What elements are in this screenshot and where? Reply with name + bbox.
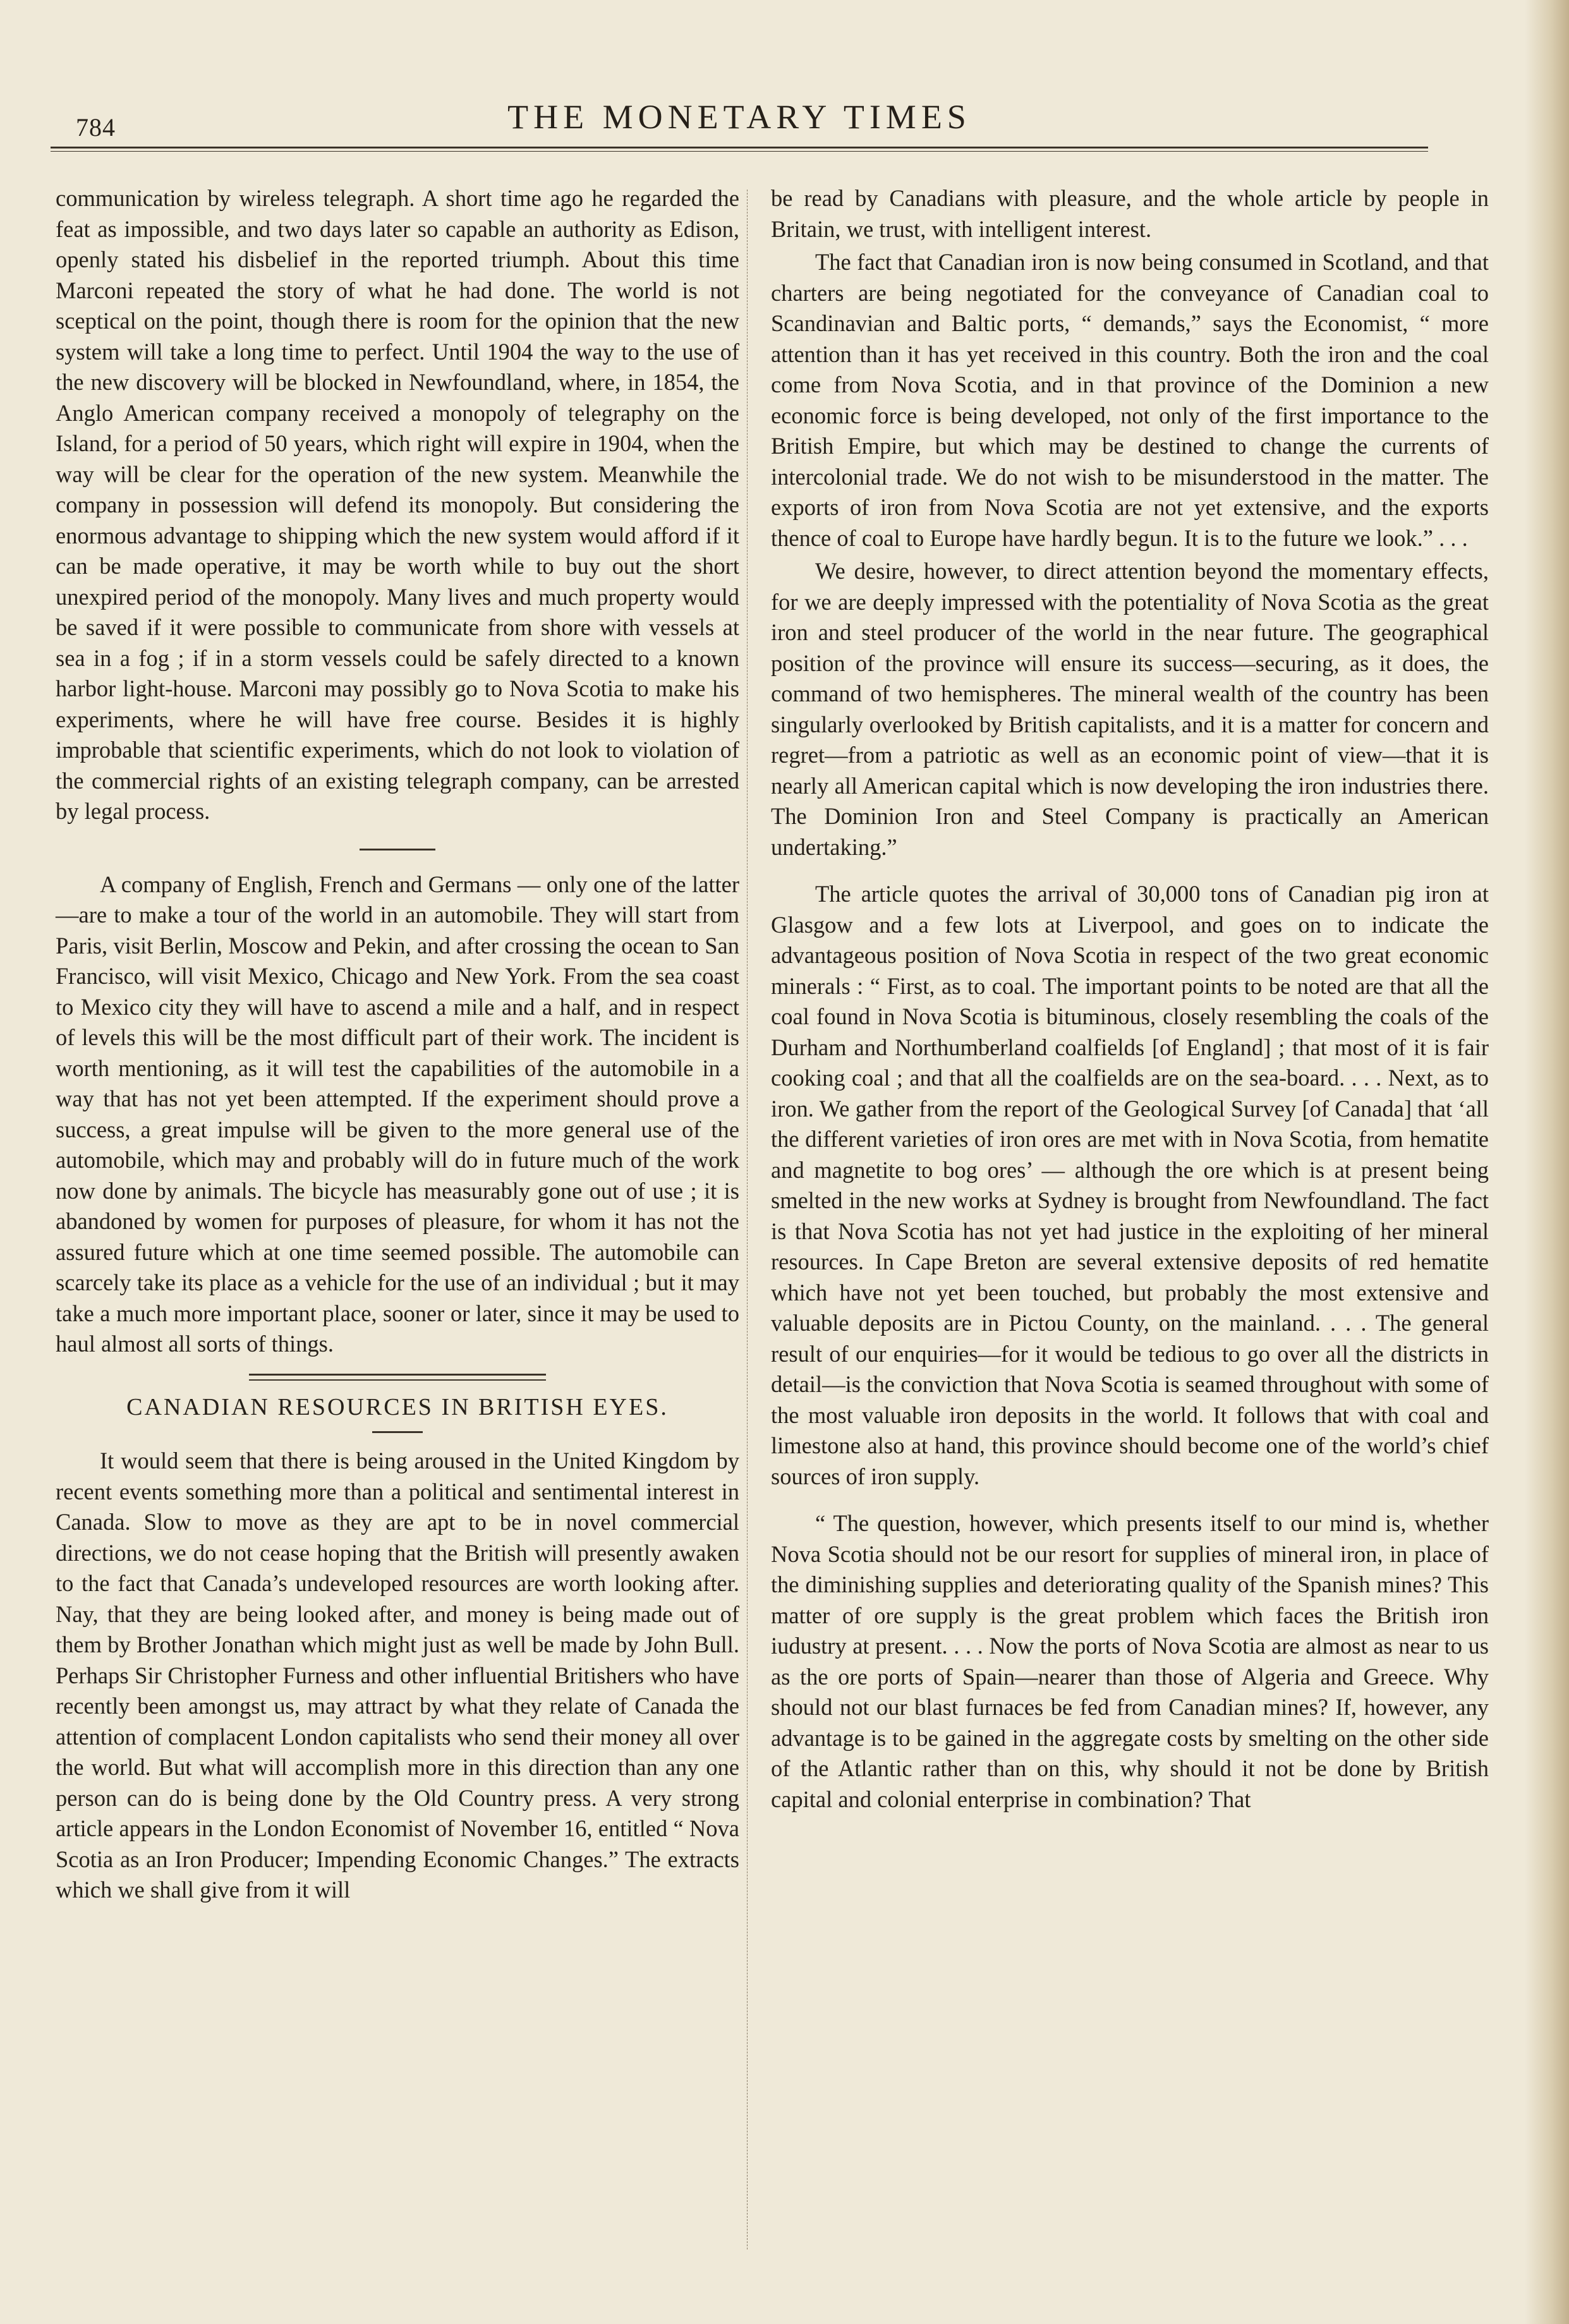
page-number: 784 [76, 113, 116, 142]
double-separator [249, 1374, 546, 1381]
page-edge-shadow [1525, 0, 1569, 2324]
header-rule [51, 147, 1428, 152]
page-header [51, 88, 1428, 145]
paragraph-canadian-resources: It would seem that there is being aroused in the United Kingdom by recent events something more than a political and sentimental interest in Canada. Slow to move as they are apt to be in novel commercial directions, we do not cease hoping that the British will presently awaken to the fact that Canada’s undeveloped resources are worth looking after. Nay, that they are being looked after, and money is being made out of them by Brother Jonathan which might just as well be made by John Bull. Perhaps Sir Christopher Furness and other influential Britishers who have recently been amongst us, may attract by what they relate of Canada the attention of complacent London capitalists who send their money all over the world. But what will accomplish more in this direction than any one person can do is being done by the Old Country press. A very strong article appears in the London Economist of November 16, entitled “ Nova Scotia as an Iron Producer; Impending Economic Changes.” The extracts which we shall give from it will [56, 1448, 739, 1903]
paragraph-gap [771, 1492, 1489, 1508]
paragraph-marconi: communication by wireless telegraph. A short time ago he regarded the feat as impossible, and two days later so capable an authority as Edison, openly stated his disbelief in the reported triumph. About this time Marconi repeated the story of what he had done. The world is not sceptical on the point, though there is room for the opinion that the new system will take a long time to perfect. Until 1904 the way to the use of the new discovery will be blocked in Newfoundland, where, in 1854, the Anglo American company received a monopoly of telegraphy on the Island, for a period of 50 years, which right will expire in 1904, when the way will be clear for the operation of the new system. Meanwhile the company in possession will defend its monopoly. But considering the enormous advantage to shipping which the new system would afford if it can be made operative, it may be worth while to buy out the short unexpired period of the monopoly. Many lives and much property would be saved if it were possible to communicate from shore with vessels at sea in a fog ; if in a storm vessels could be safely directed to a known harbor light-house. Marconi may possibly go to Nova Scotia to make his experiments, where he will have free course. Besides it is highly improbable that scientific experiments, which do not look to violation of the commercial rights of an existing telegraph company, can be arrested by legal process. [56, 185, 739, 824]
left-column [56, 183, 739, 1906]
section-heading: CANADIAN RESOURCES IN BRITISH EYES. [126, 1393, 669, 1420]
right-column [746, 183, 1489, 1815]
paragraph-potentiality: We desire, however, to direct attention beyond the momentary effects, for we are deeply impressed with the potentiality of Nova Scotia as the great iron and steel producer of the world in the near future. The geographical position of the province will ensure its success—securing, as it does, the command of two hemispheres. The mineral wealth of the country has been singularly overlooked by British capitalists, and it is a matter for concern and regret—from a patriotic as well as an economic point of view—that it is nearly all American capital which is now developing the iron industries there. The Dominion Iron and Steel Company is practically an American undertaking.” [771, 558, 1489, 860]
paragraph-canadian-iron: The fact that Canadian iron is now being consumed in Scotland, and that charters are being negotiated for the conveyance of Canadian coal to Scandinavian and Baltic ports, “ demands,” says the Economist, “ more attention than it has yet received in this country. Both the iron and the coal come from Nova Scotia, and in that province of the Dominion a new economic force is being developed, not only of the first importance to the British Empire, but which may be destined to change the currents of intercolonial trade. We do not wish to be misunderstood in the matter. The exports of iron from Nova Scotia are not yet extensive, and the exports thence of coal to Europe have hardly begun. It is to the future we look.” . . . [771, 249, 1489, 551]
section-separator [360, 849, 435, 850]
heading-rule [372, 1431, 423, 1433]
masthead-title: THE MONETARY TIMES [507, 98, 971, 136]
paragraph-continuation: be read by Canadians with pleasure, and the whole article by people in Britain, we trust, with intelligent interest. [771, 185, 1489, 242]
paragraph-automobile: A company of English, French and Germans — only one of the latter—are to make a tour of the world in an automobile. They will start from Paris, visit Berlin, Moscow and Pekin, and after crossing the ocean to San Francisco, will visit Mexico, Chicago and New York. From the sea coast to Mexico city they will have to ascend a mile and a half, and in respect of levels this will be the most difficult part of their work. The incident is worth mentioning, as it will test the capabilities of the automobile in a way that has not yet been attempted. If the experiment should prove a success, a great impulse will be given to the more general use of the automobile, which may and probably will do in future much of the work now done by animals. The bicycle has measurably gone out of use ; it is abandoned by women for purposes of pleasure, for whom it has not the assured future which at one time seemed possible. The automobile can scarcely take its place as a vehicle for the use of an individual ; but it may take a much more important place, sooner or later, since it may be used to haul almost all sorts of things. [56, 871, 739, 1357]
paragraph-gap [771, 862, 1489, 879]
paragraph-article-quotes: The article quotes the arrival of 30,000 tons of Canadian pig iron at Glasgow and a few lots at Liverpool, and goes on to indicate the advantageous position of Nova Scotia in respect of the two great economic minerals : “ First, as to coal. The important points to be noted are that all the coal found in Nova Scotia is bituminous, closely resembling the coals of the Durham and Northumberland coalfields [of England] ; that most of it is fair cooking coal ; and that all the coalfields are on the sea-board. . . . Next, as to iron. We gather from the report of the Geological Survey [of Canada] that ‘all the different varieties of iron ores are met with in Nova Scotia, from hematite and magnetite to bog ores’ — although the ore which is at present being smelted in the new works at Sydney is brought from Newfoundland. The fact is that Nova Scotia has not yet had justice in the exploiting of her mineral resources. In Cape Breton are several extensive deposits of red hematite which have not yet been touched, but probably the most extensive and valuable deposits are in Pictou County, on the mainland. . . . The general result of our enquiries—for it would be tedious to go over all the districts in detail—is the conviction that Nova Scotia is seamed throughout with some of the most valuable iron deposits in the world. It follows that with coal and limestone also at hand, this province should become one of the world’s chief sources of iron supply. [771, 881, 1489, 1489]
paragraph-ore-supply: “ The question, however, which presents itself to our mind is, whether Nova Scotia should not be our resort for supplies of mineral iron, in place of the diminishing supplies and deteriorating quality of the Spanish mines? This matter of ore supply is the great problem which faces the British iron iudustry at present. . . . Now the ports of Nova Scotia are almost as near to us as the ore ports of Spain—nearer than those of Algeria and Greece. Why should not our blast furnaces be fed from Canadian mines? If, however, any advantage is to be gained in the aggregate costs by smelting on the other side of the Atlantic rather than on this, why should it not be done by British capital and colonial enterprise in combination? That [771, 1510, 1489, 1812]
